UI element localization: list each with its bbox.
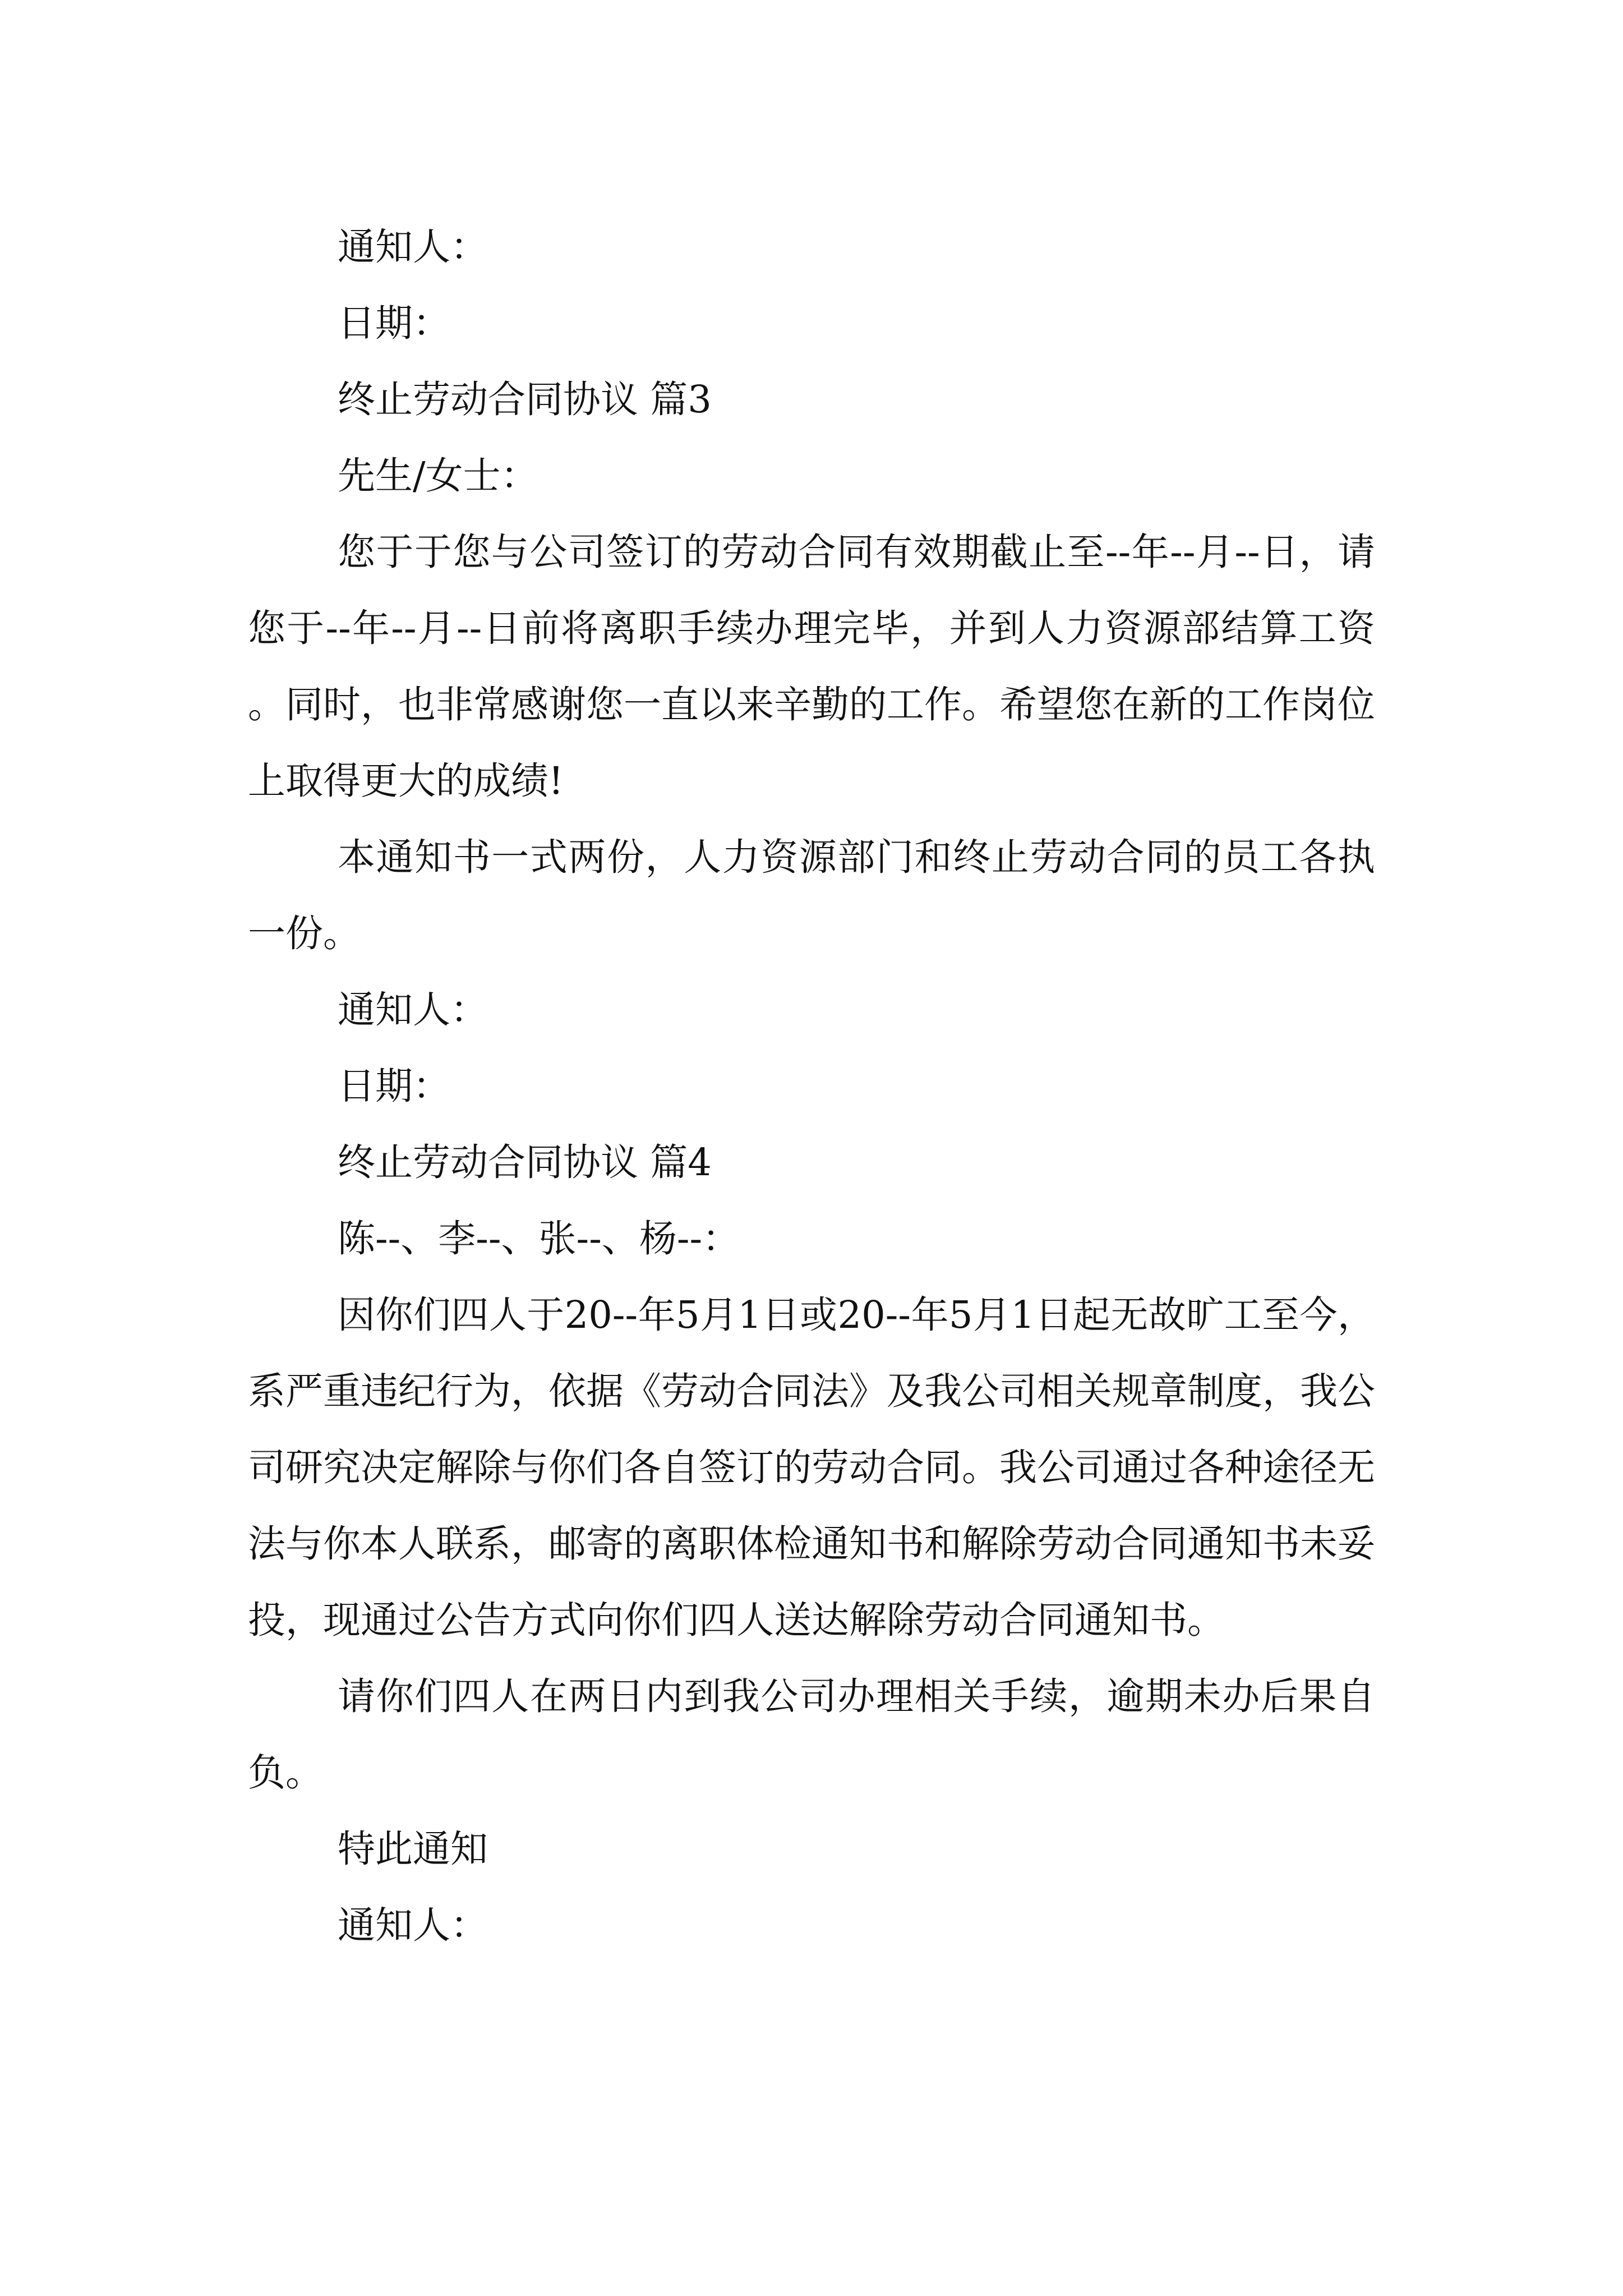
section-heading: 终止劳动合同协议 篇3 [338, 378, 712, 421]
body-paragraph: 请你们四人在两日内到我公司办理相关手续，逾期未办后果自负。 [248, 1674, 1375, 1795]
date-label: 日期： [338, 1064, 450, 1108]
date-label: 日期： [338, 301, 450, 345]
section-heading: 终止劳动合同协议 篇4 [338, 1140, 712, 1184]
closing-line: 特此通知 [338, 1827, 488, 1871]
document-body [248, 209, 1375, 1963]
body-paragraph: 本通知书一式两份，人力资源部门和终止劳动合同的员工各执一份。 [248, 835, 1375, 955]
notifier-label: 通知人： [338, 225, 488, 269]
salutation: 先生/女士： [338, 454, 538, 498]
notifier-label: 通知人： [338, 1903, 488, 1947]
body-paragraph: 您于于您与公司签订的劳动合同有效期截止至--年--月--日，请您于--年--月--日前将离职手续办理完毕，并到人力资源部结算工资。同时，也非常感谢您一直以来辛勤的工作。希望您在新的工作岗位上取得更大的成绩! [248, 530, 1375, 803]
body-paragraph: 因你们四人于20--年5月1日或20--年5月1日起无故旷工至今，系严重违纪行为，依据《劳动合同法》及我公司相关规章制度，我公司研究决定解除与你们各自签订的劳动合同。我公司通过各种途径无法与你本人联系，邮寄的离职体检通知书和解除劳动合同通知书未妥投，现通过公告方式向你们四人送达解除劳动合同通知书。 [248, 1293, 1375, 1642]
salutation: 陈--、李--、张--、杨--： [338, 1217, 740, 1260]
notifier-label: 通知人： [338, 988, 488, 1032]
